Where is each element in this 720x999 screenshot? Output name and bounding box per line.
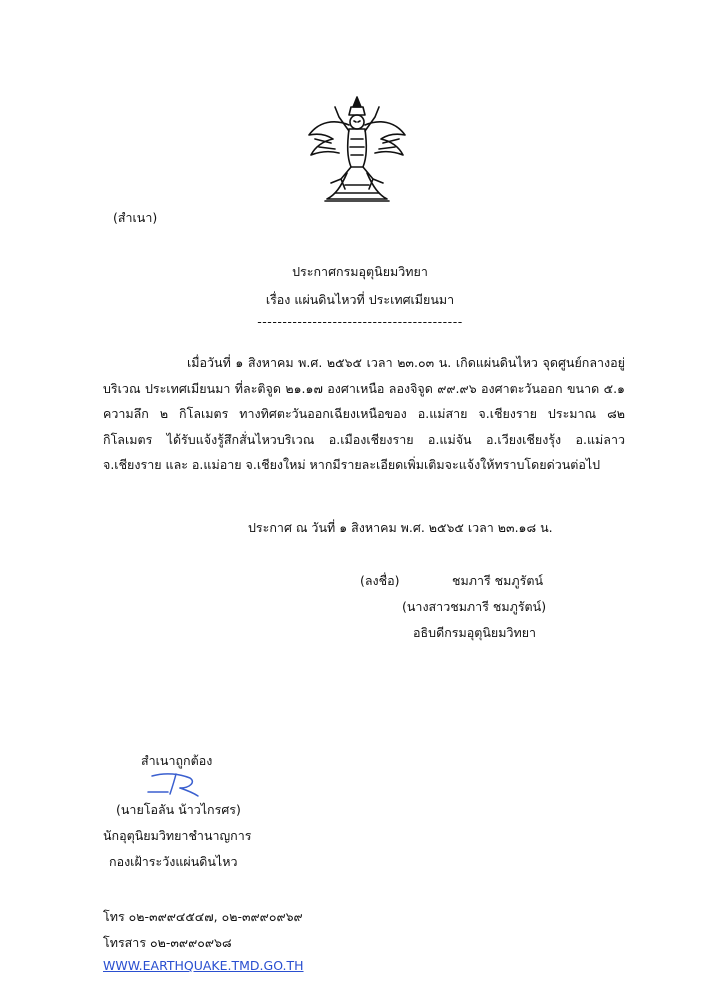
certified-copy-label: สำเนาถูกต้อง <box>141 753 213 768</box>
garuda-emblem-icon <box>305 95 410 205</box>
certifier-name: (นายโอลัน น้าวไกรศร) <box>116 802 241 817</box>
signed-name: ชมภารี ชมภูรัตน์ <box>452 573 544 588</box>
handwritten-signature-icon <box>146 770 202 798</box>
title-divider: ----------------------------------------- <box>257 314 463 329</box>
contact-fax: โทรสาร ๐๒-๓๙๙๐๙๖๘ <box>103 935 232 950</box>
certifier-position: นักอุตุนิยมวิทยาชำนาญการ <box>103 828 252 843</box>
certifier-division: กองเฝ้าระวังแผ่นดินไหว <box>109 854 238 869</box>
body-paragraph-text: เมื่อวันที่ ๑ สิงหาคม พ.ศ. ๒๕๖๕ เวลา ๒๓.๐๓ น. เกิดแผ่นดินไหว จุดศูนย์กลางอยู่บริเวณ ประเทศเมียนมา ที่ละติจูด ๒๑.๑๗ องศาเหนือ ลองจิจูด ๙๙.๙๖ องศาตะวันออก ขนาด ๕.๑ ความลึก ๒ กิโลเมตร ทางทิศตะวันออกเฉียงเหนือของ อ.แม่สาย จ.เชียงราย ประมาณ ๘๒ กิโลเมตร ได้รับแจ้งรู้สึกสั่นไหวบริเวณ อ.เมืองเชียงราย อ.แม่จัน อ.เวียงเชียงรุ้ง อ.แม่ลาว จ.เชียงราย และ อ.แม่อาย จ.เชียงใหม่ หากมีรายละเอียดเพิ่มเติมจะแจ้งให้ทราบโดยด่วนต่อไป <box>103 355 625 472</box>
announcement-subject: เรื่อง แผ่นดินไหวที่ ประเทศเมียนมา <box>265 292 455 307</box>
announcement-title: ประกาศกรมอุตุนิยมวิทยา <box>292 264 428 279</box>
signatory-position: อธิบดีกรมอุตุนิยมวิทยา <box>413 625 537 640</box>
signed-label: (ลงชื่อ) <box>360 573 400 588</box>
body-paragraph <box>103 350 625 478</box>
copy-label: (สำเนา) <box>113 210 158 225</box>
contact-phone: โทร ๐๒-๓๙๙๔๕๔๗, ๐๒-๓๙๙๐๙๖๙ <box>103 909 303 924</box>
announcement-date: ประกาศ ณ วันที่ ๑ สิงหาคม พ.ศ. ๒๕๖๕ เวลา ๒๓.๑๘ น. <box>248 520 553 535</box>
signatory-full-name: (นางสาวชมภารี ชมภูรัตน์) <box>402 599 547 614</box>
website-link[interactable]: WWW.EARTHQUAKE.TMD.GO.TH <box>103 958 304 973</box>
